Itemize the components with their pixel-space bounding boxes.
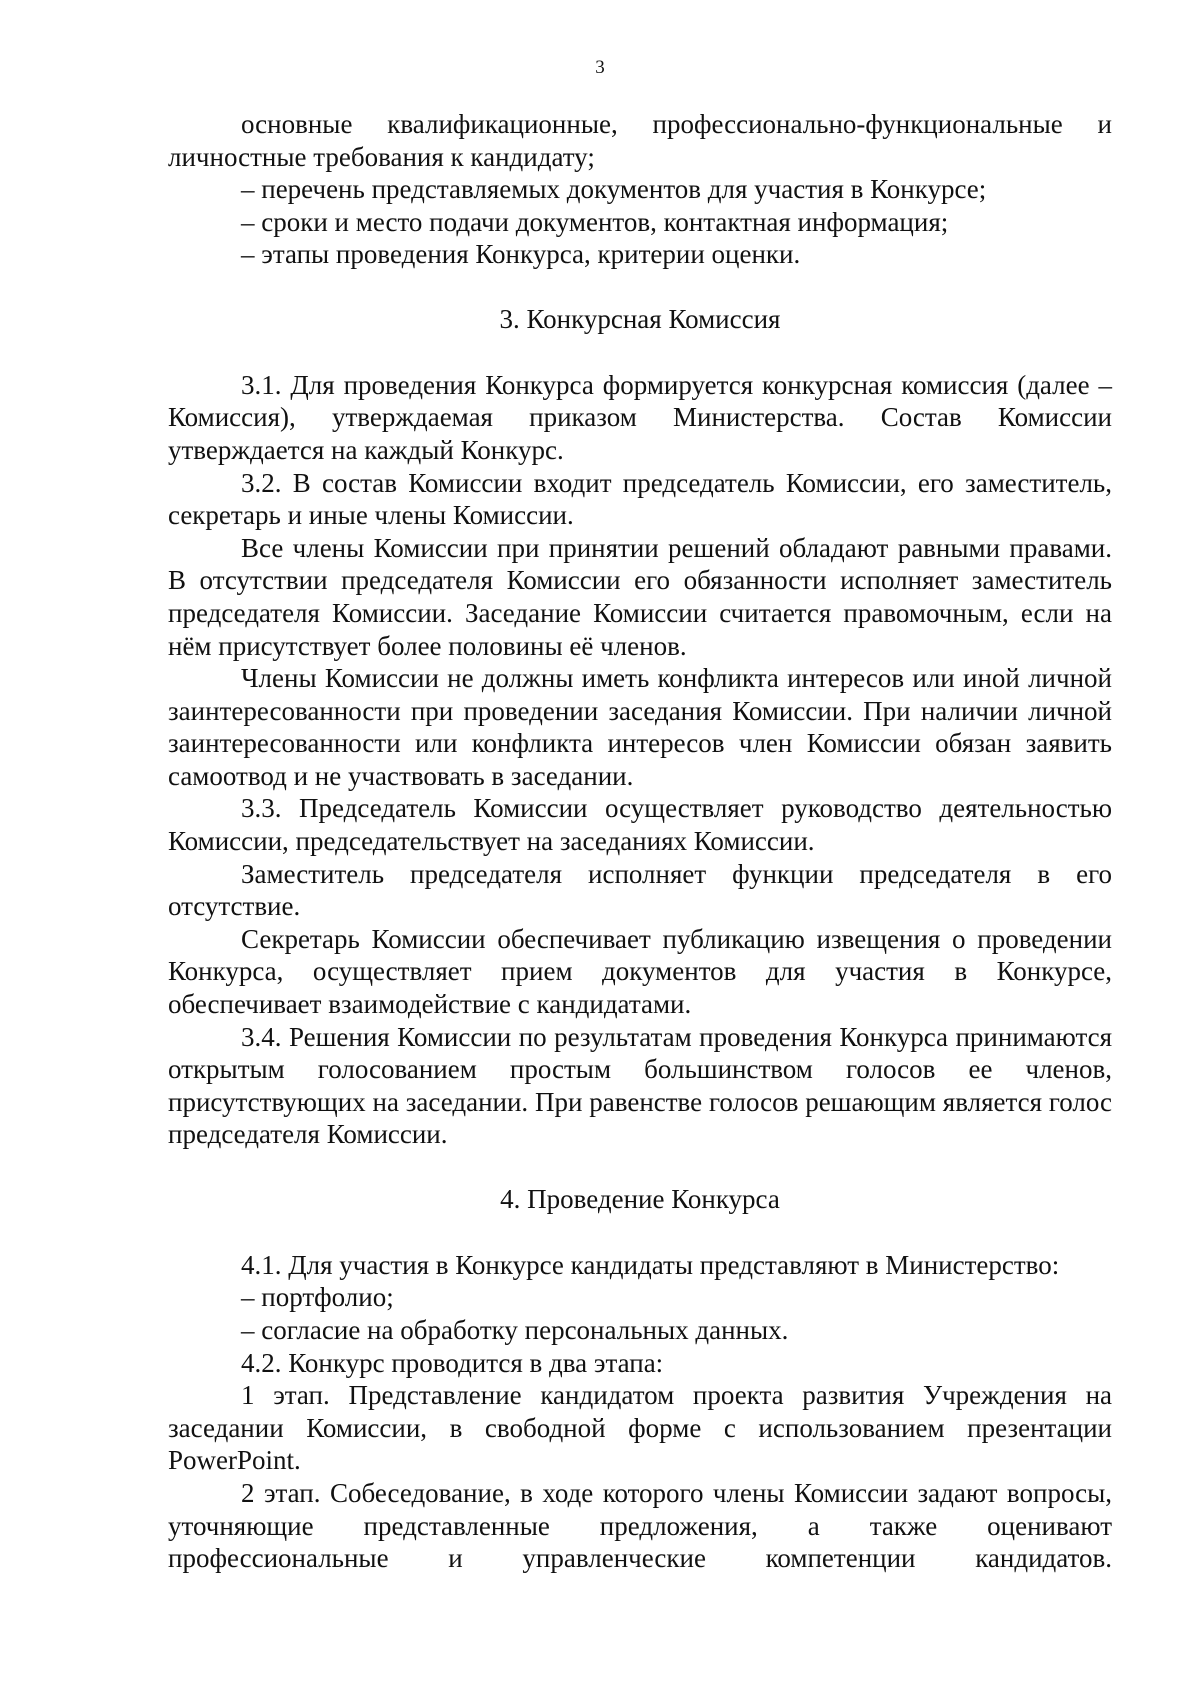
document-body	[168, 108, 1112, 1575]
page-number: 3	[595, 57, 605, 78]
paragraph-equal-rights: Все члены Комиссии при принятии решений обладают равными правами. В отсутствии председателя Комиссии его обязанности исполняет заместитель председателя Комиссии. Заседание Комиссии считается правомочным, если на нём присутствует более половины её членов.	[168, 532, 1112, 661]
paragraph-4-1: 4.1. Для участия в Конкурсе кандидаты представляют в Министерство:	[241, 1249, 1060, 1280]
paragraph-conflict-of-interest: Члены Комиссии не должны иметь конфликта интересов или иной личной заинтересованности при проведении заседания Комиссии. При наличии личной заинтересованности или конфликта интересов член Комиссии обязан заявить самоотвод и не участвовать в заседании.	[168, 663, 1112, 791]
section-heading-contest: 4. Проведение Конкурса	[500, 1184, 780, 1215]
paragraph-3-3: 3.3. Председатель Комиссии осуществляет руководство деятельностью Комиссии, председательствует на заседаниях Комиссии.	[168, 793, 1112, 857]
list-item-consent: – согласие на обработку персональных данных.	[241, 1315, 789, 1345]
paragraph-deputy: Заместитель председателя исполняет функции председателя в его отсутствие.	[168, 858, 1112, 922]
paragraph-3-2: 3.2. В состав Комиссии входит председатель Комиссии, его заместитель, секретарь и иные члены Комиссии.	[168, 467, 1112, 531]
paragraph-3-1: 3.1. Для проведения Конкурса формируется конкурсная комиссия (далее – Комиссия), утверждаемая приказом Министерства. Состав Комиссии утверждается на каждый Конкурс.	[168, 369, 1112, 465]
list-item-portfolio: – портфолио;	[241, 1282, 394, 1313]
paragraph-requirements: основные квалификационные, профессионально-функциональные и личностные требования к кандидату;	[168, 109, 1112, 172]
list-item-stages: – этапы проведения Конкурса, критерии оценки.	[241, 239, 801, 270]
paragraph-stage-2: 2 этап. Собеседование, в ходе которого члены Комиссии задают вопросы, уточняющие представленные предложения, а также оценивают профессиональные и управленческие компетенции кандидатов.	[168, 1477, 1112, 1574]
paragraph-stage-1: 1 этап. Представление кандидатом проекта развития Учреждения на заседании Комиссии, в свободной форме с использованием презентации PowerPoint.	[168, 1380, 1112, 1476]
paragraph-secretary: Секретарь Комиссии обеспечивает публикацию извещения о проведении Конкурса, осуществляет прием документов для участия в Конкурсе, обеспечивает взаимодействие с кандидатами.	[168, 923, 1112, 1020]
list-item-deadlines: – сроки и место подачи документов, контактная информация;	[241, 206, 949, 237]
paragraph-3-4: 3.4. Решения Комиссии по результатам проведения Конкурса принимаются открытым голосованием простым большинством голосов ее членов, присутствующих на заседании. При равенстве голосов решающим является голос председателя Комиссии.	[168, 1021, 1112, 1150]
paragraph-4-2: 4.2. Конкурс проводится в два этапа:	[241, 1347, 664, 1378]
section-heading-commission: 3. Конкурсная Комиссия	[499, 303, 781, 334]
list-item-documents: – перечень представляемых документов для участия в Конкурсе;	[241, 174, 987, 205]
